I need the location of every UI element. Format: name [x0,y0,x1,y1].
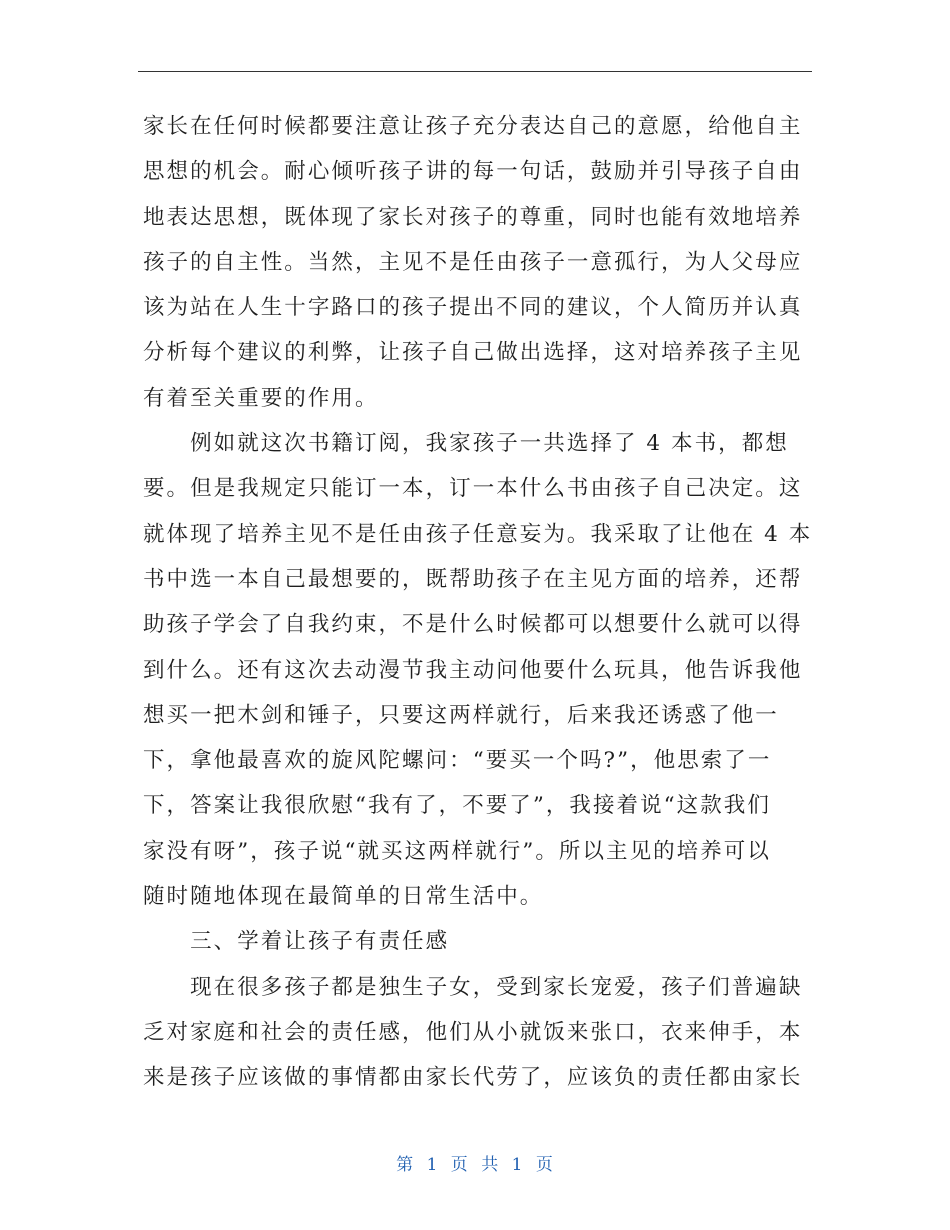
text-line: 助孩子学会了自我约束，不是什么时候都可以想要什么就可以得 [143,612,803,638]
text-line: 随时随地体现在最简单的日常生活中。 [143,884,544,910]
page-footer: 第 1 页 共 1 页 [396,1155,554,1175]
text-line: 例如就这次书籍订阅，我家孩子一共选择了 4 本书，都想 [143,431,789,457]
body-text [143,104,813,1101]
text-line: 下，答案让我很欣慰“我有了，不要了”，我接着说“这款我们 [143,793,771,819]
text-line: 有着至关重要的作用。 [143,385,379,411]
text-line: 书中选一本自己最想要的，既帮助孩子在主见方面的培养，还帮 [143,566,803,592]
text-line: 家没有呀”，孩子说“就买这两样就行”。所以主见的培养可以 [143,838,771,864]
section-heading: 三、学着让孩子有责任感 [143,929,450,955]
text-line: 现在很多孩子都是独生子女，受到家长宠爱，孩子们普遍缺 [143,974,803,1000]
text-line: 孩子的自主性。当然，主见不是任由孩子一意孤行，为人父母应 [143,249,803,275]
text-line: 下，拿他最喜欢的旋风陀螺问：“要买一个吗?”，他思索了一 [143,748,772,774]
text-line: 该为站在人生十字路口的孩子提出不同的建议，个人简历并认真 [143,295,803,321]
header-rule [138,71,812,72]
text-line: 思想的机会。耐心倾听孩子讲的每一句话，鼓励并引导孩子自由 [143,159,803,185]
text-line: 想买一把木剑和锤子，只要这两样就行，后来我还诱惑了他一 [143,702,779,728]
text-line: 要。但是我规定只能订一本，订一本什么书由孩子自己决定。这 [143,476,803,502]
text-line: 来是孩子应该做的事情都由家长代劳了，应该负的责任都由家长 [143,1065,803,1091]
text-line: 就体现了培养主见不是任由孩子任意妄为。我采取了让他在 4 本 [143,521,813,547]
text-line: 地表达思想，既体现了家长对孩子的尊重，同时也能有效地培养 [143,204,803,230]
text-line: 乏对家庭和社会的责任感，他们从小就饭来张口，衣来伸手，本 [143,1019,803,1045]
text-line: 分析每个建议的利弊，让孩子自己做出选择，这对培养孩子主见 [143,340,803,366]
text-line: 家长在任何时候都要注意让孩子充分表达自己的意愿，给他自主 [143,114,803,139]
text-line: 到什么。还有这次去动漫节我主动问他要什么玩具，他告诉我他 [143,657,803,683]
